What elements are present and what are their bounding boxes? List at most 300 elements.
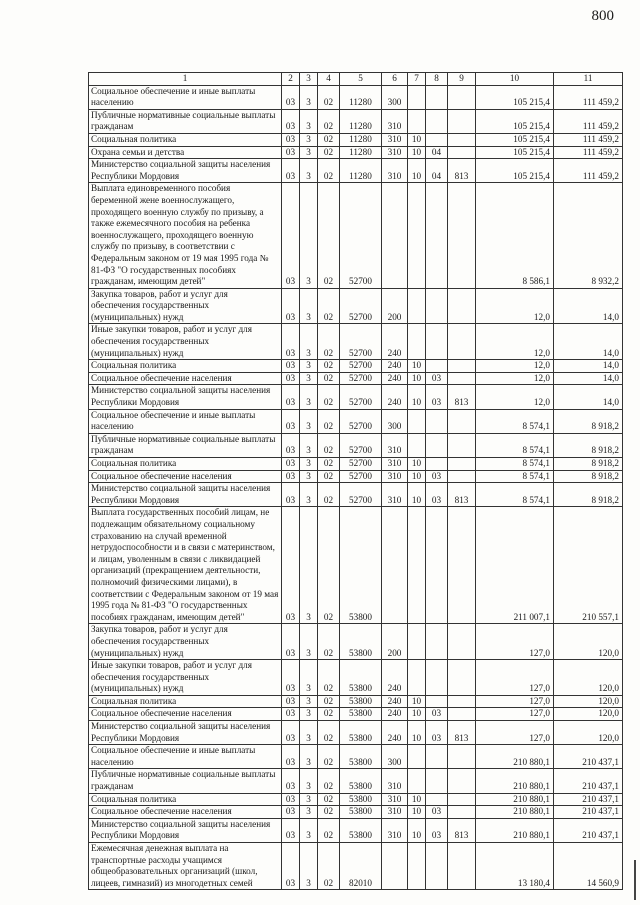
row-name-cell: Социальное обеспечение населения bbox=[89, 708, 282, 721]
amount-cell: 8 918,2 bbox=[554, 483, 623, 507]
code-cell: 3 bbox=[300, 183, 318, 288]
amount-cell: 8 918,2 bbox=[554, 458, 623, 471]
code-cell bbox=[426, 109, 448, 133]
row-name-cell: Министерство социальной защиты населения Республики Мордовия bbox=[89, 159, 282, 183]
code-cell bbox=[408, 507, 426, 624]
code-cell: 10 bbox=[408, 695, 426, 708]
row-name-cell: Публичные нормативные социальные выплаты гражданам bbox=[89, 769, 282, 793]
table-row bbox=[89, 793, 623, 806]
amount-cell: 8 574,1 bbox=[476, 483, 554, 507]
table-header bbox=[89, 73, 623, 86]
code-cell: 52700 bbox=[340, 288, 382, 324]
code-cell: 02 bbox=[318, 507, 340, 624]
header-cell: 5 bbox=[340, 73, 382, 86]
code-cell: 52700 bbox=[340, 372, 382, 385]
code-cell bbox=[448, 624, 476, 660]
code-cell: 03 bbox=[426, 372, 448, 385]
code-cell: 3 bbox=[300, 843, 318, 890]
header-row bbox=[89, 73, 623, 86]
row-name-cell: Охрана семьи и детства bbox=[89, 146, 282, 159]
amount-cell: 127,0 bbox=[476, 708, 554, 721]
code-cell: 02 bbox=[318, 85, 340, 109]
code-cell: 3 bbox=[300, 109, 318, 133]
code-cell: 310 bbox=[382, 133, 408, 146]
amount-cell: 210 880,1 bbox=[476, 769, 554, 793]
code-cell: 3 bbox=[300, 360, 318, 373]
table-row bbox=[89, 806, 623, 819]
code-cell: 03 bbox=[282, 458, 300, 471]
amount-cell: 8 918,2 bbox=[554, 470, 623, 483]
code-cell bbox=[426, 133, 448, 146]
code-cell: 52700 bbox=[340, 360, 382, 373]
row-name-cell: Иные закупки товаров, работ и услуг для обеспечения государственных (муниципальных) нужд bbox=[89, 660, 282, 696]
amount-cell: 8 918,2 bbox=[554, 433, 623, 457]
code-cell: 813 bbox=[448, 818, 476, 842]
row-name-cell: Социальное обеспечение населения bbox=[89, 806, 282, 819]
table-row bbox=[89, 433, 623, 457]
code-cell: 03 bbox=[282, 85, 300, 109]
code-cell: 3 bbox=[300, 372, 318, 385]
code-cell bbox=[408, 288, 426, 324]
code-cell: 03 bbox=[282, 708, 300, 721]
code-cell: 02 bbox=[318, 433, 340, 457]
code-cell bbox=[426, 433, 448, 457]
code-cell: 53800 bbox=[340, 507, 382, 624]
code-cell: 10 bbox=[408, 708, 426, 721]
code-cell: 04 bbox=[426, 146, 448, 159]
amount-cell: 127,0 bbox=[476, 721, 554, 745]
table-row bbox=[89, 624, 623, 660]
code-cell: 03 bbox=[282, 324, 300, 360]
code-cell: 03 bbox=[282, 818, 300, 842]
code-cell: 300 bbox=[382, 409, 408, 433]
code-cell: 53800 bbox=[340, 806, 382, 819]
code-cell bbox=[426, 769, 448, 793]
code-cell: 02 bbox=[318, 372, 340, 385]
table-row bbox=[89, 470, 623, 483]
code-cell bbox=[448, 660, 476, 696]
code-cell: 3 bbox=[300, 708, 318, 721]
row-name-cell: Министерство социальной защиты населения Республики Мордовия bbox=[89, 385, 282, 409]
code-cell: 240 bbox=[382, 660, 408, 696]
amount-cell: 210 880,1 bbox=[476, 745, 554, 769]
code-cell bbox=[426, 458, 448, 471]
row-name-cell: Социальное обеспечение населения bbox=[89, 470, 282, 483]
code-cell: 03 bbox=[426, 721, 448, 745]
amount-cell: 210 880,1 bbox=[476, 793, 554, 806]
code-cell: 3 bbox=[300, 385, 318, 409]
code-cell: 52700 bbox=[340, 324, 382, 360]
amount-cell: 8 918,2 bbox=[554, 409, 623, 433]
amount-cell: 120,0 bbox=[554, 695, 623, 708]
table-row bbox=[89, 85, 623, 109]
code-cell: 02 bbox=[318, 133, 340, 146]
code-cell: 52700 bbox=[340, 433, 382, 457]
code-cell: 310 bbox=[382, 146, 408, 159]
code-cell: 52700 bbox=[340, 385, 382, 409]
amount-cell: 105 215,4 bbox=[476, 85, 554, 109]
code-cell: 53800 bbox=[340, 695, 382, 708]
code-cell: 03 bbox=[426, 385, 448, 409]
code-cell: 03 bbox=[282, 745, 300, 769]
code-cell: 310 bbox=[382, 483, 408, 507]
amount-cell: 120,0 bbox=[554, 660, 623, 696]
table-row bbox=[89, 324, 623, 360]
table-row bbox=[89, 372, 623, 385]
code-cell: 3 bbox=[300, 85, 318, 109]
code-cell bbox=[408, 745, 426, 769]
code-cell: 03 bbox=[282, 433, 300, 457]
table-row bbox=[89, 133, 623, 146]
code-cell: 02 bbox=[318, 793, 340, 806]
code-cell: 3 bbox=[300, 288, 318, 324]
row-name-cell: Социальная политика bbox=[89, 360, 282, 373]
amount-cell: 111 459,2 bbox=[554, 133, 623, 146]
code-cell: 3 bbox=[300, 507, 318, 624]
code-cell: 02 bbox=[318, 660, 340, 696]
code-cell bbox=[448, 843, 476, 890]
code-cell: 240 bbox=[382, 385, 408, 409]
amount-cell: 12,0 bbox=[476, 385, 554, 409]
row-name-cell: Министерство социальной защиты населения Республики Мордовия bbox=[89, 818, 282, 842]
code-cell: 11280 bbox=[340, 85, 382, 109]
code-cell: 3 bbox=[300, 433, 318, 457]
code-cell bbox=[382, 507, 408, 624]
code-cell: 53800 bbox=[340, 769, 382, 793]
header-cell: 7 bbox=[408, 73, 426, 86]
code-cell: 310 bbox=[382, 470, 408, 483]
code-cell: 02 bbox=[318, 183, 340, 288]
budget-table bbox=[88, 72, 623, 890]
amount-cell: 210 437,1 bbox=[554, 818, 623, 842]
code-cell bbox=[426, 507, 448, 624]
amount-cell: 210 880,1 bbox=[476, 806, 554, 819]
code-cell bbox=[382, 843, 408, 890]
code-cell bbox=[426, 409, 448, 433]
code-cell: 3 bbox=[300, 806, 318, 819]
amount-cell: 120,0 bbox=[554, 624, 623, 660]
code-cell bbox=[426, 288, 448, 324]
code-cell: 310 bbox=[382, 458, 408, 471]
code-cell bbox=[408, 769, 426, 793]
code-cell bbox=[448, 470, 476, 483]
code-cell: 53800 bbox=[340, 818, 382, 842]
code-cell bbox=[408, 324, 426, 360]
code-cell: 53800 bbox=[340, 624, 382, 660]
code-cell: 3 bbox=[300, 660, 318, 696]
row-name-cell: Закупка товаров, работ и услуг для обеспечения государственных (муниципальных) нужд bbox=[89, 624, 282, 660]
code-cell: 03 bbox=[282, 109, 300, 133]
code-cell: 10 bbox=[408, 372, 426, 385]
code-cell: 53800 bbox=[340, 745, 382, 769]
code-cell: 03 bbox=[282, 133, 300, 146]
code-cell: 03 bbox=[426, 708, 448, 721]
code-cell: 3 bbox=[300, 745, 318, 769]
code-cell: 03 bbox=[282, 507, 300, 624]
code-cell bbox=[408, 660, 426, 696]
code-cell: 3 bbox=[300, 458, 318, 471]
table-body bbox=[89, 85, 623, 890]
code-cell: 10 bbox=[408, 458, 426, 471]
table-row bbox=[89, 708, 623, 721]
row-name-cell: Иные закупки товаров, работ и услуг для обеспечения государственных (муниципальных) нужд bbox=[89, 324, 282, 360]
row-name-cell: Публичные нормативные социальные выплаты гражданам bbox=[89, 433, 282, 457]
code-cell: 3 bbox=[300, 793, 318, 806]
code-cell: 3 bbox=[300, 470, 318, 483]
code-cell: 10 bbox=[408, 483, 426, 507]
amount-cell: 8 932,2 bbox=[554, 183, 623, 288]
code-cell: 04 bbox=[426, 159, 448, 183]
code-cell: 03 bbox=[282, 769, 300, 793]
header-cell: 9 bbox=[448, 73, 476, 86]
code-cell: 03 bbox=[282, 409, 300, 433]
code-cell: 10 bbox=[408, 721, 426, 745]
table-row bbox=[89, 385, 623, 409]
code-cell: 310 bbox=[382, 818, 408, 842]
code-cell: 11280 bbox=[340, 109, 382, 133]
code-cell: 310 bbox=[382, 159, 408, 183]
table-row bbox=[89, 458, 623, 471]
code-cell bbox=[448, 146, 476, 159]
code-cell bbox=[448, 109, 476, 133]
amount-cell: 210 557,1 bbox=[554, 507, 623, 624]
code-cell: 02 bbox=[318, 818, 340, 842]
code-cell: 82010 bbox=[340, 843, 382, 890]
code-cell: 10 bbox=[408, 470, 426, 483]
row-name-cell: Выплата государственных пособий лицам, не подлежащим обязательному социальному страхованию на случай временной нетрудоспособности и в связи с материнством, и лицам, уволенным в связи с ликвидацией организаций (прекращением деятельности, полномочий физическими лицами), в соответствии с Федеральным законом от 19 мая 1995 года № 81-ФЗ "О государственных пособиях гражданам, имеющим детей" bbox=[89, 507, 282, 624]
amount-cell: 14,0 bbox=[554, 372, 623, 385]
header-cell: 10 bbox=[476, 73, 554, 86]
amount-cell: 127,0 bbox=[476, 695, 554, 708]
amount-cell: 120,0 bbox=[554, 721, 623, 745]
code-cell bbox=[426, 324, 448, 360]
code-cell: 03 bbox=[282, 360, 300, 373]
table-row bbox=[89, 360, 623, 373]
table-row bbox=[89, 409, 623, 433]
code-cell: 240 bbox=[382, 360, 408, 373]
amount-cell: 12,0 bbox=[476, 288, 554, 324]
row-name-cell: Публичные нормативные социальные выплаты гражданам bbox=[89, 109, 282, 133]
code-cell bbox=[408, 433, 426, 457]
amount-cell: 111 459,2 bbox=[554, 146, 623, 159]
code-cell: 02 bbox=[318, 745, 340, 769]
amount-cell: 210 437,1 bbox=[554, 769, 623, 793]
code-cell: 240 bbox=[382, 324, 408, 360]
code-cell: 02 bbox=[318, 470, 340, 483]
code-cell: 02 bbox=[318, 146, 340, 159]
table-row bbox=[89, 507, 623, 624]
amount-cell: 105 215,4 bbox=[476, 133, 554, 146]
amount-cell: 14,0 bbox=[554, 360, 623, 373]
code-cell bbox=[448, 288, 476, 324]
code-cell: 02 bbox=[318, 708, 340, 721]
code-cell: 11280 bbox=[340, 133, 382, 146]
code-cell: 03 bbox=[282, 372, 300, 385]
code-cell bbox=[448, 695, 476, 708]
code-cell: 3 bbox=[300, 769, 318, 793]
code-cell bbox=[448, 85, 476, 109]
code-cell: 53800 bbox=[340, 708, 382, 721]
table-row bbox=[89, 818, 623, 842]
amount-cell: 12,0 bbox=[476, 372, 554, 385]
code-cell: 03 bbox=[426, 483, 448, 507]
code-cell: 03 bbox=[282, 843, 300, 890]
code-cell: 52700 bbox=[340, 458, 382, 471]
amount-cell: 14,0 bbox=[554, 385, 623, 409]
code-cell: 300 bbox=[382, 745, 408, 769]
row-name-cell: Закупка товаров, работ и услуг для обеспечения государственных (муниципальных) нужд bbox=[89, 288, 282, 324]
amount-cell: 210 437,1 bbox=[554, 745, 623, 769]
code-cell bbox=[382, 183, 408, 288]
code-cell: 03 bbox=[282, 624, 300, 660]
amount-cell: 120,0 bbox=[554, 708, 623, 721]
code-cell bbox=[448, 133, 476, 146]
code-cell: 10 bbox=[408, 360, 426, 373]
table-row bbox=[89, 769, 623, 793]
header-cell: 6 bbox=[382, 73, 408, 86]
code-cell: 200 bbox=[382, 288, 408, 324]
code-cell: 3 bbox=[300, 818, 318, 842]
code-cell: 310 bbox=[382, 433, 408, 457]
code-cell bbox=[426, 660, 448, 696]
amount-cell: 111 459,2 bbox=[554, 85, 623, 109]
code-cell bbox=[426, 843, 448, 890]
code-cell: 03 bbox=[282, 159, 300, 183]
code-cell: 52700 bbox=[340, 470, 382, 483]
code-cell: 52700 bbox=[340, 183, 382, 288]
code-cell bbox=[448, 793, 476, 806]
code-cell: 53800 bbox=[340, 660, 382, 696]
amount-cell: 8 574,1 bbox=[476, 433, 554, 457]
code-cell bbox=[448, 183, 476, 288]
code-cell bbox=[426, 360, 448, 373]
code-cell: 10 bbox=[408, 159, 426, 183]
code-cell: 02 bbox=[318, 769, 340, 793]
code-cell bbox=[408, 85, 426, 109]
code-cell: 240 bbox=[382, 372, 408, 385]
code-cell: 03 bbox=[282, 721, 300, 745]
code-cell: 3 bbox=[300, 695, 318, 708]
code-cell: 02 bbox=[318, 385, 340, 409]
code-cell: 10 bbox=[408, 133, 426, 146]
code-cell: 3 bbox=[300, 483, 318, 507]
code-cell: 3 bbox=[300, 624, 318, 660]
code-cell bbox=[448, 745, 476, 769]
code-cell bbox=[448, 769, 476, 793]
amount-cell: 105 215,4 bbox=[476, 159, 554, 183]
code-cell bbox=[408, 624, 426, 660]
table-row bbox=[89, 159, 623, 183]
code-cell: 03 bbox=[426, 818, 448, 842]
table-row bbox=[89, 721, 623, 745]
row-name-cell: Социальная политика bbox=[89, 695, 282, 708]
code-cell bbox=[426, 85, 448, 109]
code-cell: 53800 bbox=[340, 721, 382, 745]
amount-cell: 8 586,1 bbox=[476, 183, 554, 288]
code-cell: 03 bbox=[426, 470, 448, 483]
row-name-cell: Социальное обеспечение и иные выплаты населению bbox=[89, 409, 282, 433]
row-name-cell: Социальное обеспечение населения bbox=[89, 372, 282, 385]
code-cell bbox=[408, 183, 426, 288]
code-cell: 02 bbox=[318, 806, 340, 819]
scan-edge-mark bbox=[634, 860, 636, 900]
code-cell bbox=[426, 695, 448, 708]
code-cell: 3 bbox=[300, 146, 318, 159]
code-cell: 11280 bbox=[340, 146, 382, 159]
row-name-cell: Социальная политика bbox=[89, 458, 282, 471]
table-row bbox=[89, 183, 623, 288]
code-cell: 813 bbox=[448, 483, 476, 507]
row-name-cell: Министерство социальной защиты населения Республики Мордовия bbox=[89, 483, 282, 507]
code-cell bbox=[448, 806, 476, 819]
code-cell bbox=[448, 433, 476, 457]
code-cell bbox=[426, 183, 448, 288]
table-row bbox=[89, 288, 623, 324]
code-cell: 813 bbox=[448, 721, 476, 745]
code-cell: 02 bbox=[318, 483, 340, 507]
code-cell: 310 bbox=[382, 793, 408, 806]
code-cell bbox=[448, 458, 476, 471]
code-cell: 03 bbox=[282, 483, 300, 507]
amount-cell: 14,0 bbox=[554, 288, 623, 324]
code-cell: 03 bbox=[282, 288, 300, 324]
code-cell: 02 bbox=[318, 624, 340, 660]
amount-cell: 210 437,1 bbox=[554, 793, 623, 806]
header-cell: 1 bbox=[89, 73, 282, 86]
table-row bbox=[89, 483, 623, 507]
code-cell bbox=[448, 360, 476, 373]
amount-cell: 13 180,4 bbox=[476, 843, 554, 890]
code-cell bbox=[448, 324, 476, 360]
row-name-cell: Выплата единовременного пособия беременной жене военнослужащего, проходящего военную службу по призыву, а также ежемесячного пособия на ребенка военнослужащего, проходящего военную службу по призыву, в соответствии с Федеральным законом от 19 мая 1995 года № 81-ФЗ "О государственных пособиях гражданам, имеющим детей" bbox=[89, 183, 282, 288]
table-row bbox=[89, 745, 623, 769]
code-cell bbox=[426, 745, 448, 769]
code-cell: 3 bbox=[300, 159, 318, 183]
row-name-cell: Социальная политика bbox=[89, 793, 282, 806]
code-cell: 10 bbox=[408, 793, 426, 806]
code-cell: 11280 bbox=[340, 159, 382, 183]
code-cell: 03 bbox=[282, 793, 300, 806]
code-cell: 300 bbox=[382, 85, 408, 109]
code-cell: 03 bbox=[282, 660, 300, 696]
table-row bbox=[89, 109, 623, 133]
code-cell: 03 bbox=[282, 146, 300, 159]
code-cell: 03 bbox=[282, 183, 300, 288]
amount-cell: 210 437,1 bbox=[554, 806, 623, 819]
code-cell: 03 bbox=[426, 806, 448, 819]
code-cell: 3 bbox=[300, 133, 318, 146]
row-name-cell: Министерство социальной защиты населения Республики Мордовия bbox=[89, 721, 282, 745]
code-cell: 02 bbox=[318, 288, 340, 324]
code-cell bbox=[408, 843, 426, 890]
row-name-cell: Ежемесячная денежная выплата на транспортные расходы учащимся общеобразовательных организаций (школ, лицеев, гимназий) из многодетных семей bbox=[89, 843, 282, 890]
amount-cell: 8 574,1 bbox=[476, 409, 554, 433]
header-cell: 3 bbox=[300, 73, 318, 86]
table-row bbox=[89, 660, 623, 696]
code-cell: 52700 bbox=[340, 483, 382, 507]
amount-cell: 8 574,1 bbox=[476, 470, 554, 483]
code-cell: 3 bbox=[300, 324, 318, 360]
code-cell: 53800 bbox=[340, 793, 382, 806]
amount-cell: 105 215,4 bbox=[476, 109, 554, 133]
code-cell: 02 bbox=[318, 721, 340, 745]
code-cell: 240 bbox=[382, 721, 408, 745]
code-cell: 03 bbox=[282, 695, 300, 708]
code-cell bbox=[448, 409, 476, 433]
code-cell: 310 bbox=[382, 769, 408, 793]
header-cell: 2 bbox=[282, 73, 300, 86]
code-cell: 02 bbox=[318, 843, 340, 890]
